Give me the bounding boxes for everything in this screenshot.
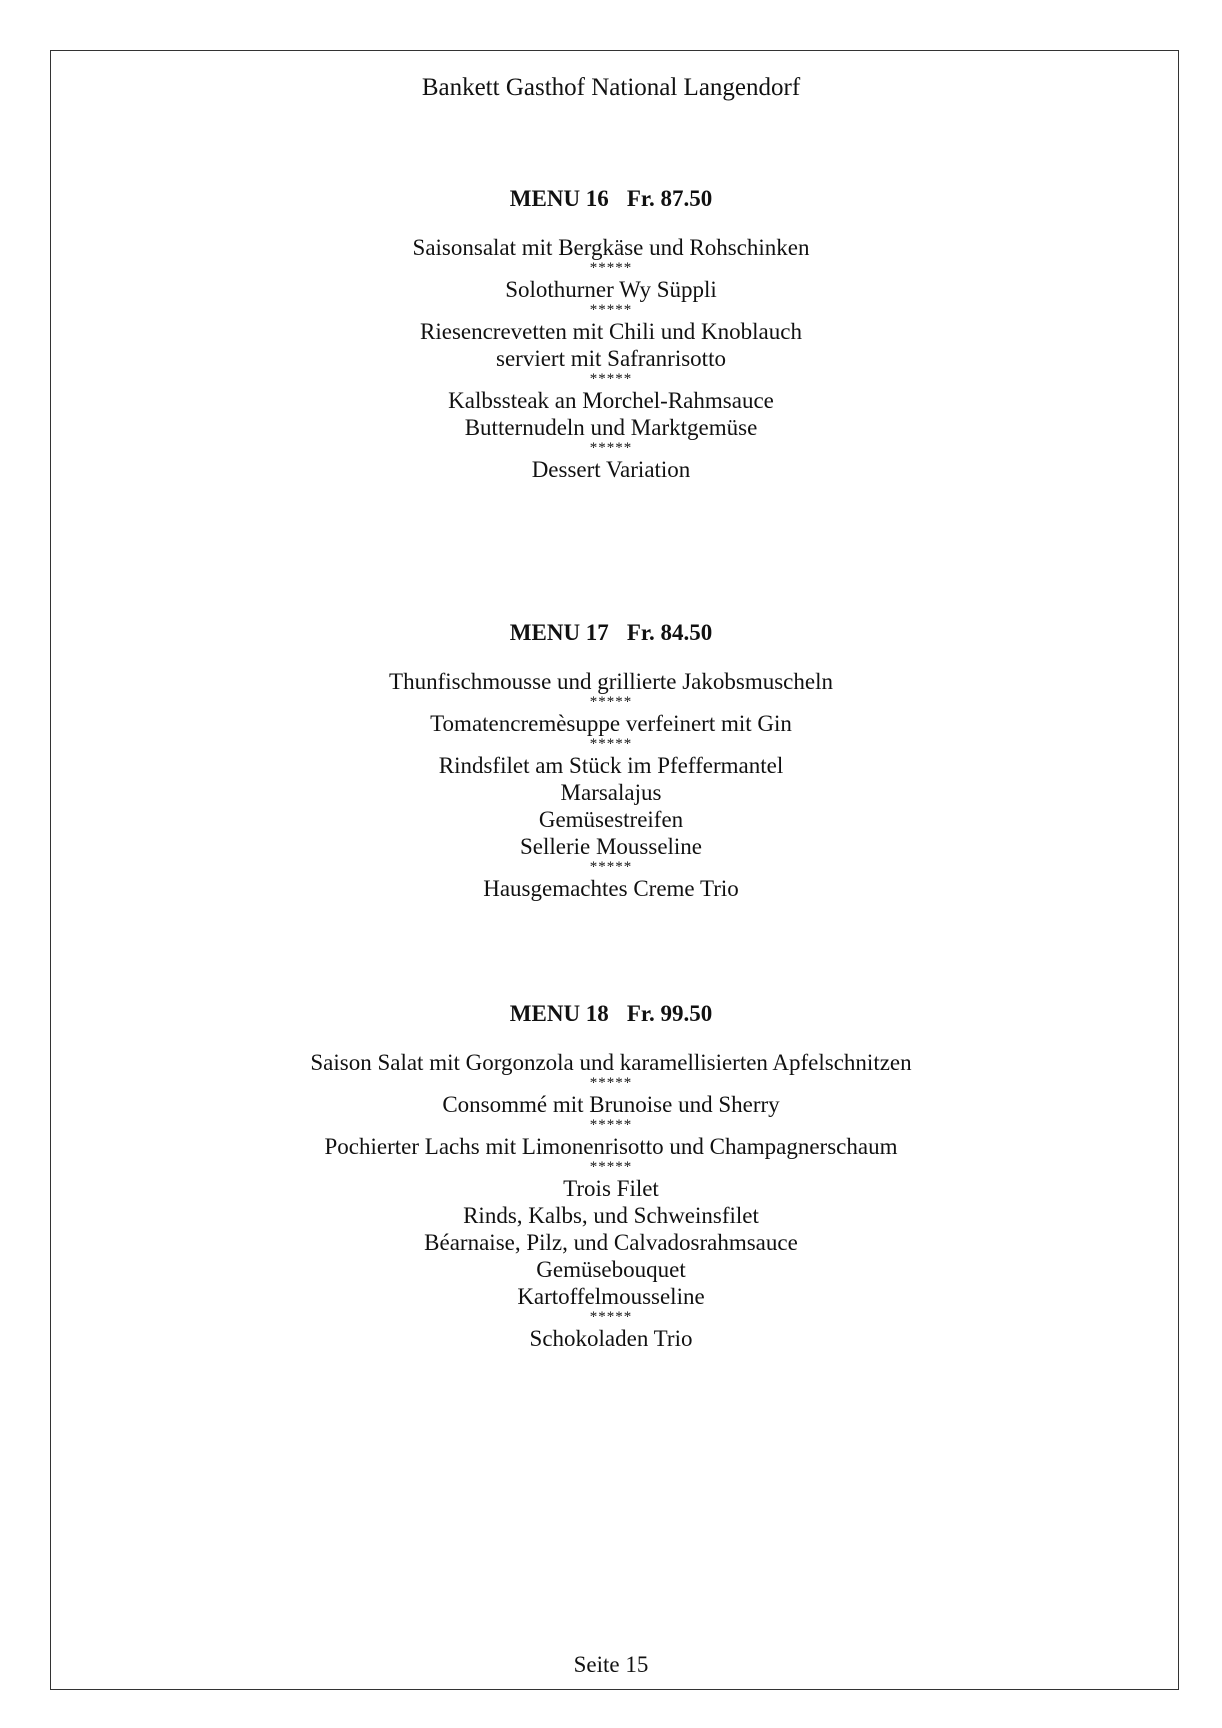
course-line: Thunfischmousse und grillierte Jakobsmuscheln <box>389 669 833 694</box>
course-list <box>0 1049 1222 1352</box>
course-line: Gemüsestreifen <box>538 807 684 832</box>
course-line: Trois Filet <box>563 1176 659 1201</box>
course-list <box>0 668 1222 902</box>
course-line: serviert mit Safranrisotto <box>496 346 726 371</box>
course-separator: ***** <box>589 1075 633 1091</box>
course-separator: ***** <box>589 302 633 318</box>
menu-17 <box>0 620 1222 902</box>
course-separator: ***** <box>589 859 633 875</box>
menu-name: MENU 16 <box>509 186 609 211</box>
course-line: Béarnaise, Pilz, und Calvadosrahmsauce <box>424 1230 798 1255</box>
menu-name: MENU 17 <box>509 620 609 645</box>
course-separator: ***** <box>589 260 633 276</box>
course-line: Marsalajus <box>560 780 662 805</box>
course-line: Rinds, Kalbs, und Schweinsfilet <box>463 1203 759 1228</box>
course-list <box>0 234 1222 483</box>
course-separator: ***** <box>589 1117 633 1133</box>
menu-price: Fr. 99.50 <box>626 1001 713 1026</box>
page-header: Bankett Gasthof National Langendorf <box>421 74 801 101</box>
course-separator: ***** <box>589 694 633 710</box>
course-separator: ***** <box>589 1159 633 1175</box>
menu-title <box>0 1001 1222 1027</box>
course-line: Butternudeln und Marktgemüse <box>464 415 758 440</box>
course-line: Saison Salat mit Gorgonzola und karamellisierten Apfelschnitzen <box>310 1050 912 1075</box>
course-line: Rindsfilet am Stück im Pfeffermantel <box>438 753 784 778</box>
menu-price: Fr. 87.50 <box>626 186 713 211</box>
menu-16 <box>0 186 1222 483</box>
menu-title <box>0 186 1222 212</box>
course-line: Sellerie Mousseline <box>519 834 703 859</box>
page-number: Seite 15 <box>573 1652 649 1677</box>
course-line: Kalbssteak an Morchel-Rahmsauce <box>448 388 774 413</box>
course-separator: ***** <box>589 1309 633 1325</box>
course-line: Solothurner Wy Süppli <box>505 277 717 302</box>
course-line: Consommé mit Brunoise und Sherry <box>442 1092 780 1117</box>
menu-title <box>0 620 1222 646</box>
menu-18 <box>0 1001 1222 1352</box>
menu-price: Fr. 84.50 <box>626 620 713 645</box>
course-line: Riesencrevetten mit Chili und Knoblauch <box>420 319 802 344</box>
course-separator: ***** <box>589 371 633 387</box>
course-line: Hausgemachtes Creme Trio <box>483 876 739 901</box>
course-separator: ***** <box>589 736 633 752</box>
course-line: Tomatencremèsuppe verfeinert mit Gin <box>430 711 792 736</box>
course-line: Kartoffelmousseline <box>517 1284 705 1309</box>
course-line: Schokoladen Trio <box>529 1326 693 1351</box>
course-separator: ***** <box>589 440 633 456</box>
course-line: Dessert Variation <box>531 457 691 482</box>
course-line: Gemüsebouquet <box>536 1257 686 1282</box>
course-line: Pochierter Lachs mit Limonenrisotto und Champagnerschaum <box>324 1134 898 1159</box>
course-line: Saisonsalat mit Bergkäse und Rohschinken <box>412 235 810 260</box>
menu-name: MENU 18 <box>509 1001 609 1026</box>
